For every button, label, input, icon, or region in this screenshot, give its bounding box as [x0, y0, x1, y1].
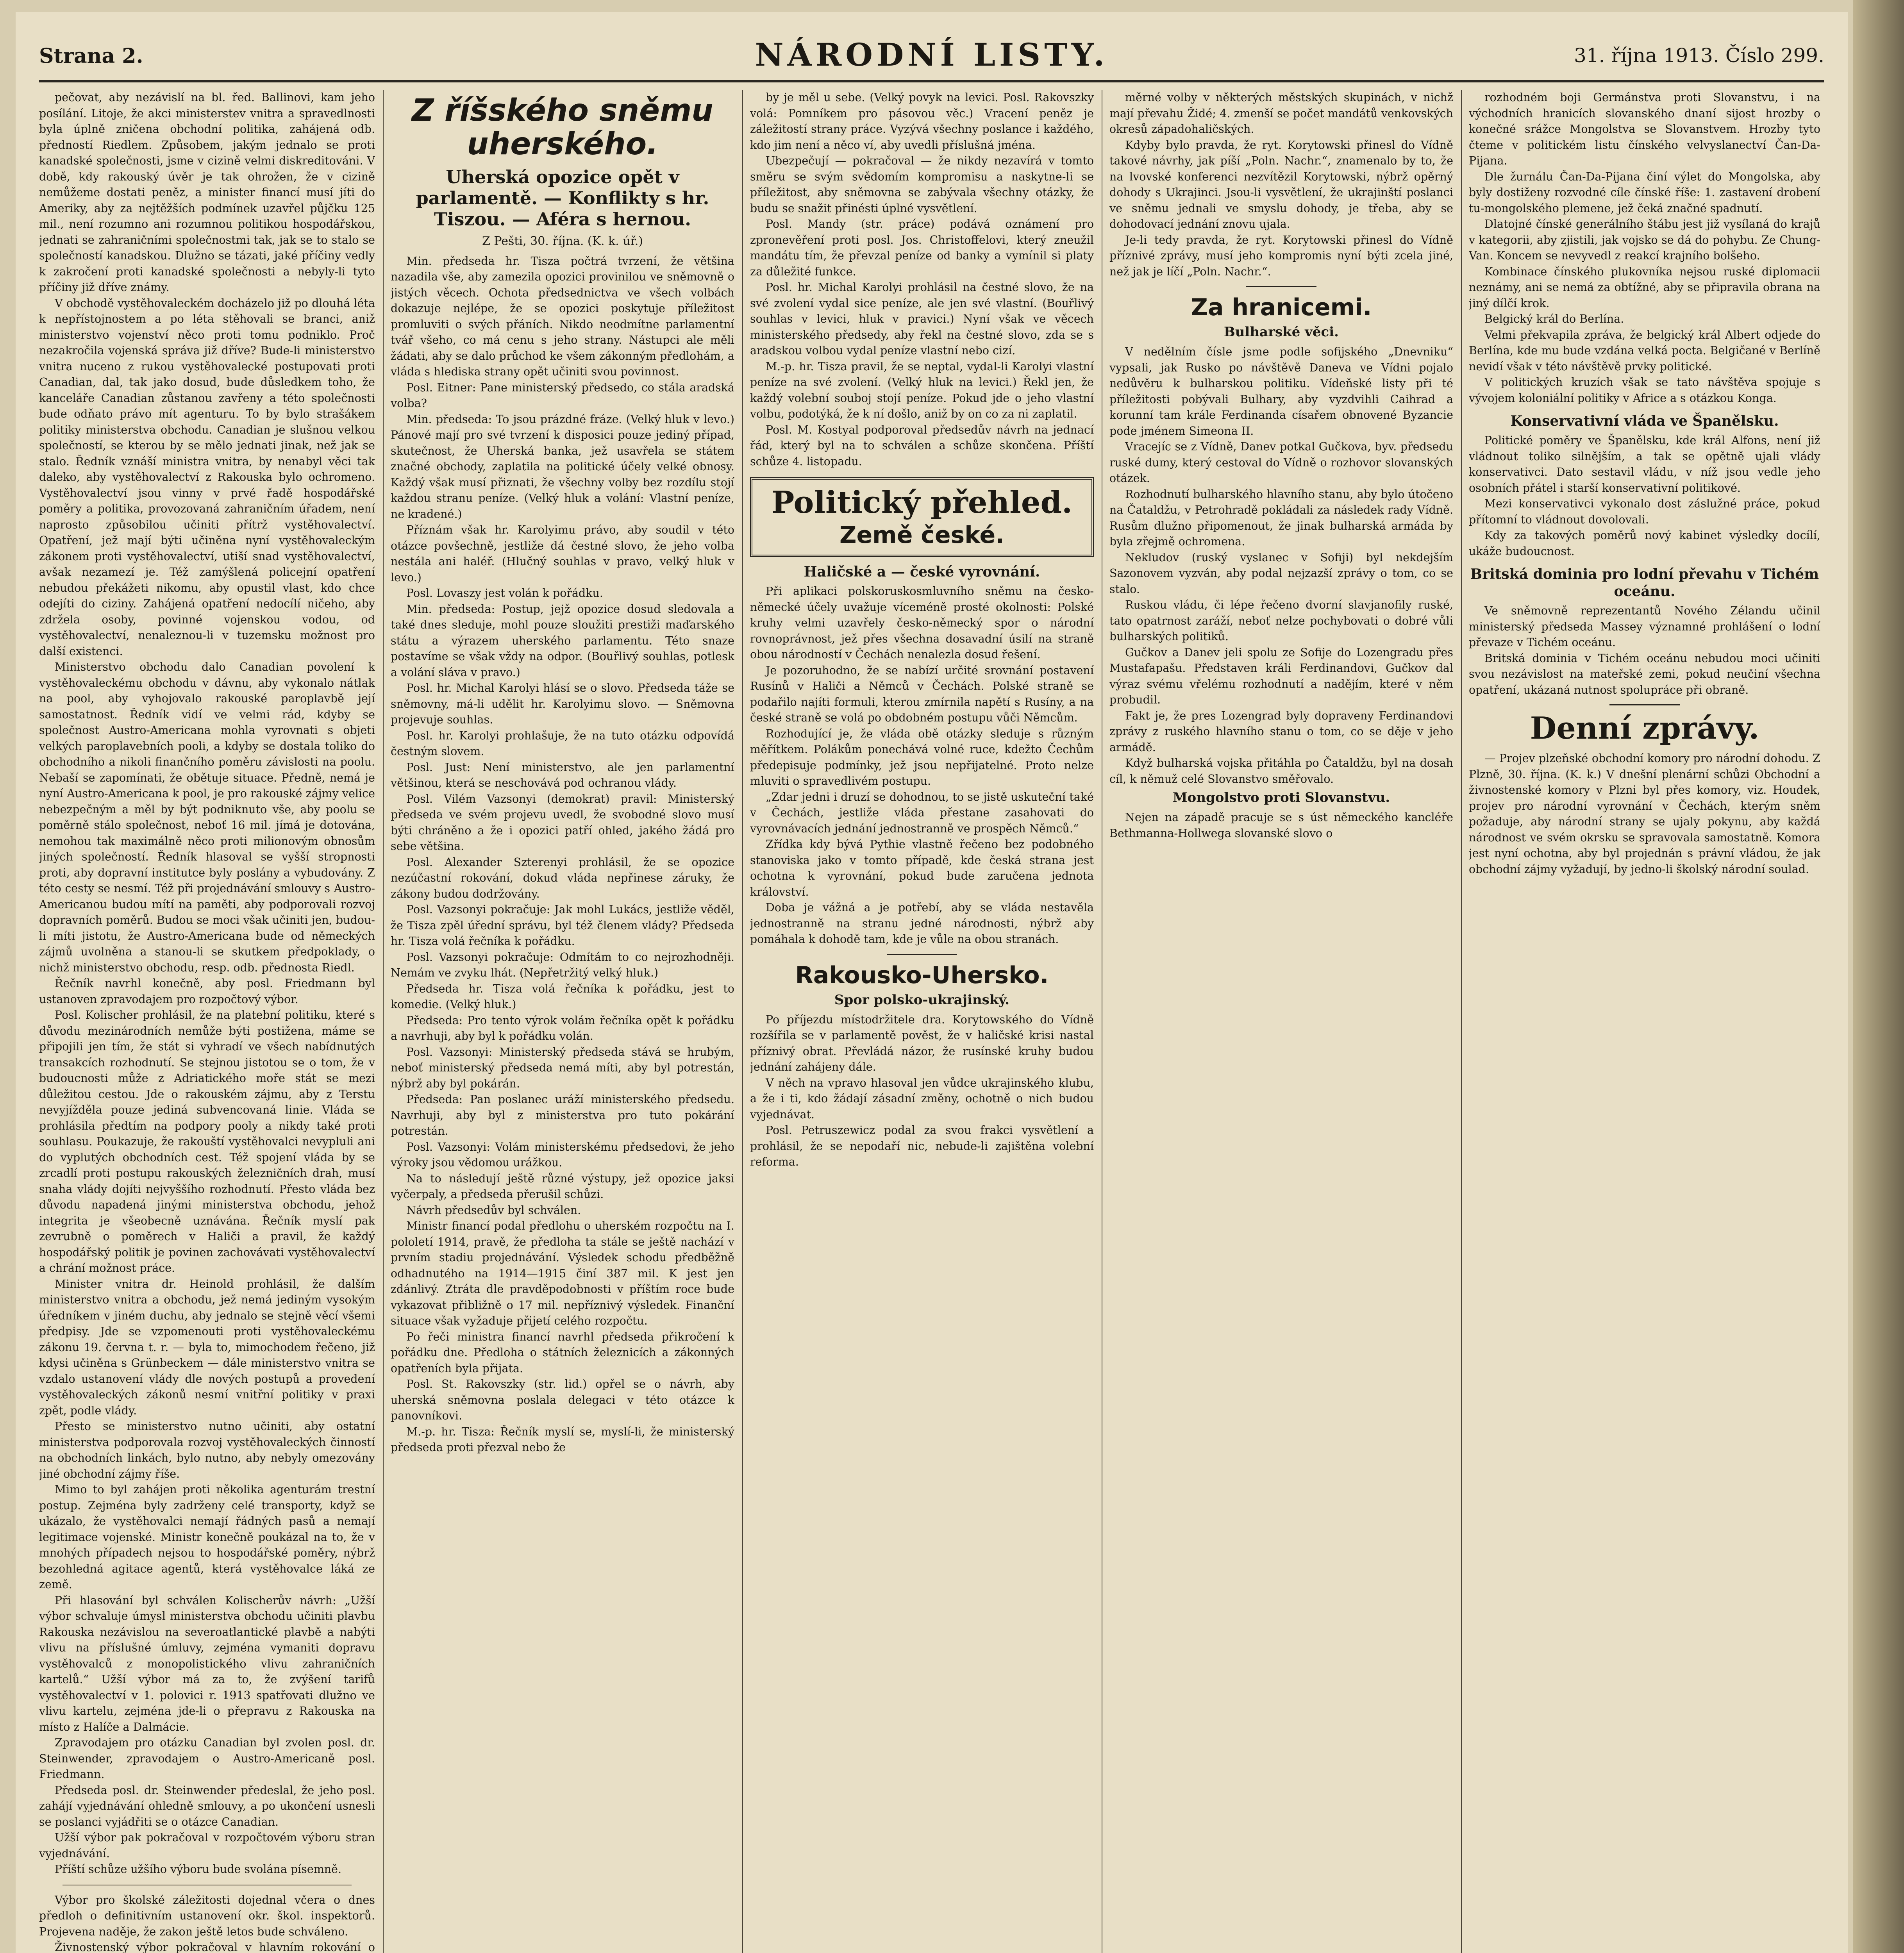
section-title: Politický přehled.: [771, 485, 1073, 520]
section-title: Mongolstvo proti Slovanstvu.: [1172, 790, 1390, 805]
article-paragraph: Výbor pro školské záležitosti dojednal včera o dnes předloh o definitivním ustanovení okr. škol. inspektorů. Projevena naděje, že zakon ještě letos bude schváleno.: [39, 1893, 375, 1938]
article-paragraph: Dlatojné čínské generálního štábu jest již vysílaná do krajů v kategorii, aby zjistili, jak vojsko se dá do pohybu. Ze Chung-Van. Koncem se nevyvedl z reakcí krajního bolšeho.: [1469, 218, 1820, 262]
article-paragraph: Příznám však hr. Karolyimu právo, aby soudil v této otázce povšechně, jestliže dá čestné slovo, že jeho volba nestála ani haléř. (Hlučný souhlas v pravo, velký hluk v levo.): [391, 523, 734, 584]
article-paragraph: měrné volby v některých městských skupinách, v nichž mají převahu Židé; 4. zmenší se počet mandátů venkovských okresů západohaličských.: [1109, 91, 1453, 136]
article-paragraph: Gučkov a Danev jeli spolu ze Sofije do Lozengradu přes Mustafapašu. Představen králi Ferdinandovi, Gučkov dal výraz svému vřelému rozhodnutí a nadějím, které v něm probudil.: [1109, 646, 1453, 706]
article-paragraph: Ministr financí podal předlohu o uherském rozpočtu na I. pololetí 1914, pravě, že předloha ta stále se ještě nachází v prvním stadiu projednávání. Výsledek schodu předběžně odhadnutého na 1914—1915 činí 387 mil. K jest jen zdánlivý. Ztráta dle pravděpodobnosti v příštím roce bude vykazovat přibližně o 17 mil. nepříznivý výsledek. Finanční situace však vyžaduje přijetí celého rozpočtu.: [391, 1219, 734, 1327]
col5-section3: [1469, 603, 1820, 698]
article-label: Haličské a — české vyrovnání.: [804, 564, 1040, 580]
article-paragraph: Předseda: Pan poslanec uráží ministerského předsedu. Navrhuji, aby byl z ministerstva pro tuto pokárání potrestán.: [391, 1093, 734, 1137]
article-paragraph: Posl. St. Rakovszky (str. lid.) opřel se o návrh, aby uherská sněmovna poslala delegaci v této otázce k panovníkovi.: [391, 1378, 734, 1422]
article-paragraph: Ubezpečují — pokračoval — že nikdy nezavírá v tomto směru se svým svědomím kompromisu a naskytne-li se příležitost, aby sněmovna se zabývala všechny otázky, že budu se snažit přinésti úplné vysvětlení.: [750, 154, 1094, 215]
column-1: [39, 90, 375, 1953]
column-3: [750, 90, 1094, 1953]
article-paragraph: Zřídka kdy bývá Pythie vlastně řečeno bez podobného stanoviska jako v tomto případě, kde česká strana jest ochotna k vyrovnání, pokud bude zaručena jednota království.: [750, 838, 1094, 898]
article-label: Bulharské věci.: [1223, 324, 1339, 340]
article-paragraph: Ministerstvo obchodu dalo Canadian povolení k vystěhovaleckému obchodu v dávnu, aby vykonalo nátlak na pool, aby vyhojovalo rakouské paroplavbě její samostatnost. Ředník vidí ve velmi rád, kdyby se společnost Austro-Americana mohla vyrovnati s objeti velkých paroplavebních pooli, a kdyby se dostala toliko do obchodního a nikoli finančního poměru závislosti na poolu. Nebaší se zapomínati, že obětuje situace. Předně, nemá je nyní Austro-Americana k pool, je pro rakouské zájmy velice nebezpečným a měl by být podniknuto vše, aby poolu se poměrně stálo společnost, neboť 16 mil. jímá je dotována, nemohou tak maximálně něco proti milionovým obnosům jiných společností. Ředník hlasoval se vyšší stropnosti proti, aby dopravní institutce byly poslány a vybudovány. Z této cesty se nesmí. Též při projednávání smlouvy s Austro-Americanou budou mítí na paměti, aby podporovali rozvoj dopravních poměrů. Budou se moci však učiniti jen, budou-li míti jistotu, že Austro-Americana bude od německých zájmů uvolněna a stanou-li se skutkem předpoklady, o nichž ministerstvo obchodu, resp. odb. přednosta Riedl.: [39, 661, 375, 974]
article-paragraph: Posl. hr. Karolyi prohlašuje, že na tuto otázku odpovídá čestným slovem.: [391, 729, 734, 758]
article-paragraph: Doba je vážná a je potřebí, aby se vláda nestavěla jednostranně na stranu jedné národnosti, nýbrž aby pomáhala k dohodě tam, kde je vůle na obou stranách.: [750, 901, 1094, 946]
article-paragraph: Nekludov (ruský vyslanec v Sofiji) byl nekdejším Sazonovem vyzván, aby podal nejzazší zprávy o tom, co se stalo.: [1109, 551, 1453, 596]
article-paragraph: V politických kruzích však se tato návštěva spojuje s vývojem koloniální politiky v Africe a s otázkou Konga.: [1469, 376, 1820, 405]
article-paragraph: rozhodném boji Germánstva proti Slovanstvu, i na východních hranicích slovanského dnaní sijost hrozby o konečné srážce Mongolstva se Slovanstvem. Hrozby tyto čteme v politickém listu čínského velvyslanectví Čan-Da-Pijana.: [1469, 91, 1820, 167]
article-paragraph: Předseda: Pro tento výrok volám řečníka opět k pořádku a navrhuji, aby byl k pořádku volán.: [391, 1014, 734, 1043]
article-paragraph: Belgický král do Berlína.: [1484, 312, 1624, 325]
article-paragraph: Ruskou vládu, či lépe řečeno dvorní slavjanofily ruské, tato opatrnost zaráží, neboť nelze pochybovati o dobré vůli bulharských politiků.: [1109, 598, 1453, 643]
article-paragraph: Mezi konservativci vykonalo dost záslužné práce, pokud přítomní to vládnout dovolovali.: [1469, 497, 1820, 526]
column-2: [391, 90, 734, 1953]
col4-body: [1109, 90, 1453, 280]
article-paragraph: Min. předseda: Postup, jejž opozice dosud sledovala a také dnes sleduje, mohl pouze sloužiti prestiži maďarského státu a výrazem uherského parlamentu. Této snaze postavíme se však vždy na odpor. (Bouřlivý souhlas, potlesk a volání sláva v pravo.): [391, 602, 734, 679]
col3-top: [750, 90, 1094, 470]
article-paragraph: Posl. hr. Michal Karolyi prohlásil na čestné slovo, že na své zvolení vydal sice peníze, ale jen své vlastní. (Bouřlivý souhlas v levici, hluk v pravici.) Nyní však ve věcech ministerského předsedy, aby řekl na čestné slovo, zda se s aradskou volbou vydal peníze vlastní nebo cizí.: [750, 281, 1094, 357]
article-paragraph: M.-p. hr. Tisza pravil, že se neptal, vydal-li Karolyi vlastní peníze na své zvolení. (Velký hluk na levici.) Řekl jen, že každý volební souboj stojí peníze. Pokud jde o jeho vlastní volbu, podotýká, že k ní došlo, aniž by on co za ni zaplatil.: [750, 360, 1094, 420]
col5-section4: [1469, 751, 1820, 877]
article-paragraph: pečovat, aby nezávislí na bl. řed. Ballinovi, kam jeho posílání. Litoje, že akci ministerstev vnitra a spravedlnosti byla úplně zničena obchodní politika, zahájená odb. předností Riedlem. Způsobem, jakým jednalo se proti kanadské společnosti, jsme v cizině velmi diskreditováni. V době, kdy rakouský úvěr je tak ohrožen, že v cizině nemůžeme dostati peněz, a minister financí musí jíti do Ameriky, aby za nejtěžších podmínek uzavřel půjčku 125 mil., není rozumno ani rozumnou politikou hospodářskou, jednati se zahraničními společnostmi tak, jak se to stalo se společností kanadskou. Dlužno se tázati, jaké příčiny vedly k zakročení proti kanadské společnosti a nebyly-li tyto příčiny již dříve známy.: [39, 91, 375, 294]
col4-section2: [1109, 344, 1453, 787]
article-paragraph: Vracejíc se z Vídně, Danev potkal Gučkova, byv. předsedu ruské dumy, který cestoval do Vídně o rozhovor slovanských otázek.: [1109, 440, 1453, 485]
col5-body: [1469, 90, 1820, 406]
masthead-title: NÁRODNÍ LISTY.: [755, 36, 1109, 73]
article-paragraph: Posl. M. Kostyal podporoval předsedův návrh na jednací řád, který byl na to schválen a schůze skončena. Příští schůze 4. listopadu.: [750, 423, 1094, 468]
article-paragraph: Na to následují ještě různé výstupy, jež opozice jaksi vyčerpaly, a předseda přerušil schůzi.: [391, 1172, 734, 1201]
section-title: Rakousko-Uhersko.: [795, 961, 1049, 989]
article-paragraph: Návrh předsedův byl schválen.: [406, 1203, 581, 1217]
article-paragraph: Kdy za takových poměrů nový kabinet výsledky docílí, ukáže budoucnost.: [1469, 529, 1820, 558]
article-paragraph: Při hlasování byl schválen Kolischerův návrh: „Užší výbor schvaluje úmysl ministerstva obchodu učiniti plavbu Rakouska nezávislou na severoatlantické plavbě a nabýti vlivu na příslušné úmluvy, zejména vymaniti dopravu vystěhovalců z monopolistického vlivu zahraničních kartelů.“ Užší výbor má za to, že zvýšení tarifů vystěhovalectví v 1. polovici r. 1913 spatřovati dlužno ve vlivu kartelu, zejména jde-li o přepravu z Rakouska na místo z Halíče a Dalmácie.: [39, 1594, 375, 1733]
section-divider: [1246, 286, 1316, 287]
article-paragraph: Kdyby bylo pravda, že ryt. Korytowski přinesl do Vídně takové návrhy, jak píší „Poln. Nachr.“, znamenalo by to, že na lvovské konferenci nezvítězil Korytowski, nýbrž opěrný dohody s Ukrajinci. Jsou-li vysvětlení, že ukrajinští poslanci ve sněmu jednali ve smyslu dohody, je třeba, aby se dohodovací jednání znovu ujala.: [1109, 138, 1453, 230]
article-paragraph: Rozhodnutí bulharského hlavního stanu, aby bylo útočeno na Čataldžu, v Petrohradě pokládali za následek rady Vídně. Rusům dlužno připomenout, že jinak bulharská armáda by byla zřejmě ochromena.: [1109, 487, 1453, 548]
article-paragraph: Předseda hr. Tisza volá řečníka k pořádku, jest to komedie. (Velký hluk.): [391, 982, 734, 1011]
article-paragraph: Politické poměry ve Španělsku, kde král Alfons, není již vládnout toliko silnějším, a tak se opětně ujali vlády konservativci. Dato sestavil vládu, v níž jsou vedle jeho osobních přátel i starší konservativní politikové.: [1469, 434, 1820, 494]
article-title: Z říšského sněmu uherského.: [412, 93, 713, 162]
column-4: [1109, 90, 1453, 1953]
article-paragraph: Zpravodajem pro otázku Canadian byl zvolen posl. dr. Steinwender, zpravodajem o Austro-Americaně posl. Friedmann.: [39, 1736, 375, 1781]
article-paragraph: Řečník navrhl konečně, aby posl. Friedmann byl ustanoven zpravodajem pro rozpočtový výbor.: [39, 977, 375, 1006]
article-paragraph: Předseda posl. dr. Steinwender předeslal, že jeho posl. zahájí vyjednávání ohledně smlouvy, a po ukončení usnesli se poslanci vyjádřiti se o otázce Canadian.: [39, 1783, 375, 1828]
article-paragraph: Minister vnitra dr. Heinold prohlásil, že dalším ministerstvo vnitra a obchodu, jež nemá jediným vysokým úředníkem v jiném duchu, aby jednalo se stejně věcí všemi předpisy. Jde se vzpomenouti proti vystěhovaleckému zákonu 19. června t. r. — byla to, mimochodem řečeno, již kdysi učiněna s Grünbeckem — dále ministerstvo vnitra se vzdalo ustanovení vlády dle nových postupů a provedení vystěhovaleckých zákonů nesmí vnitřní politiky v praxi zpět, podle vlády.: [39, 1277, 375, 1417]
article-paragraph: Živnostenský výbor pokračoval v hlavním rokování o: [55, 1941, 375, 1953]
article-paragraph: Posl. Mandy (str. práce) podává oznámení pro zpronevěření proti posl. Jos. Christoffelovi, který zneužil mandátu tím, že převzal peníze od banky a vymínil si platy za důležité funkce.: [750, 218, 1094, 278]
column-rule: [742, 90, 743, 1953]
page-edge: [1853, 0, 1904, 1953]
section-title: Za hranicemi.: [1191, 294, 1372, 321]
col4-section3: [1109, 810, 1453, 841]
article-paragraph: Ve sněmovně reprezentantů Nového Zélandu učinil ministerský předseda Massey významné prohlášení o lodní převaze v Tichém oceánu.: [1469, 604, 1820, 649]
section-box: [750, 477, 1094, 557]
article-paragraph: Posl. Petruszewicz podal za svou frakci vysvětlení a prohlásil, že se nepodaří nic, nebude-li zajištěna volební reforma.: [750, 1124, 1094, 1168]
article-paragraph: Je-li tedy pravda, že ryt. Korytowski přinesl do Vídně příznivé zprávy, musí jeho kompromis nyní býti zcela jiné, než jak je líčí „Poln. Nachr.“.: [1109, 233, 1453, 278]
article-paragraph: Min. předseda: To jsou prázdné fráze. (Velký hluk v levo.) Pánové mají pro své tvrzení k disposici pouze jediný případ, skutečnost, že Uherská banka, jež usavřela se státem značné obchody, zaplatila na politické účely velké obnosy. Každý však musí přiznati, že všechny volby bez rozdílu stojí každou stranu peníze. (Velký hluk a volání: Vlastní peníze, ne kradené.): [391, 412, 734, 521]
col1-section2: [39, 1892, 375, 1953]
section-title: Konservativní vláda ve Španělsku.: [1510, 413, 1779, 429]
column-5: [1469, 90, 1820, 1953]
article-paragraph: Užší výbor pak pokračoval v rozpočtovém výboru stran vyjednávání.: [39, 1831, 375, 1860]
section-divider: [887, 954, 957, 955]
article-paragraph: Posl. Vazsonyi pokračuje: Jak mohl Lukács, jestliže věděl, že Tisza zpěl úřední správu, byl též členem vlády? Předseda hr. Tisza volá řečníka k pořádku.: [391, 903, 734, 948]
article-label: Spor polsko-ukrajinský.: [834, 992, 1010, 1008]
article-paragraph: Po příjezdu místodržitele dra. Korytowského do Vídně rozšířila se v parlamentě pověst, že v haličské krisi nastal příznivý obrat. Převládá názor, že rusínské kruhy budou jednání zahájeny dále.: [750, 1013, 1094, 1073]
col2-body: [391, 253, 734, 1456]
article-paragraph: Po řeči ministra financí navrhl předseda přikročení k pořádku dne. Předloha o státních železnicích a zákonných opatřeních byla přijata.: [391, 1330, 734, 1375]
col3-body: [750, 584, 1094, 948]
article-paragraph: — Projev plzeňské obchodní komory pro národní dohodu. Z Plzně, 30. října. (K. k.) V dnešní plenární schůzi Obchodní a živnostenské komory v Plzni byl přes komory, viz. Houdek, projev pro národní vyrovnání v Čechách, kterým sněm požaduje, aby národní strany se ujaly pokynu, aby každá národnost ve svém okrsku se spravovala samostatně. Komora jest nyní ochotna, aby byl projednán s právní vládou, že jak obchodní zájmy vyžadují, by jedno-li školský národní soulad.: [1469, 752, 1820, 876]
column-rule: [383, 90, 384, 1953]
article-paragraph: Posl. Lovaszy jest volán k pořádku.: [406, 587, 603, 600]
column-rule: [1461, 90, 1462, 1953]
col3-section2: [750, 1012, 1094, 1170]
col5-section2: [1469, 433, 1820, 559]
article-paragraph: Posl. Vazsonyi: Volám ministerskému předsedovi, že jeho výroky jsou vědomou urážkou.: [391, 1140, 734, 1169]
newspaper-page: [16, 12, 1848, 1953]
article-paragraph: Velmi překvapila zpráva, že belgický král Albert odjede do Berlína, kde mu bude vzdána velká pocta. Belgičané v Berlíně nevidí však v této návštěvě prvky politické.: [1469, 328, 1820, 373]
article-paragraph: Posl. Just: Není ministerstvo, ale jen parlamentní většinou, která se neschovává pod ochranou vlády.: [391, 760, 734, 789]
article-paragraph: by je měl u sebe. (Velký povyk na levici. Posl. Rakovszky volá: Pomníkem pro pásovou věc.) Vracení peněz je záležitostí strany práce. Vyzývá všechny poslance i každého, kdo jim není a něco ví, aby uvedli příslušná jména.: [750, 91, 1094, 152]
dateline: Z Pešti, 30. října. (K. k. úř.): [482, 234, 643, 248]
article-paragraph: V něch na vpravo hlasoval jen vůdce ukrajinského klubu, a že i ti, kdo žádají zásadní změny, ochotně o nich budou vyjednávat.: [750, 1076, 1094, 1121]
article-paragraph: Posl. Alexander Szterenyi prohlásil, že se opozice nezúčastní rokování, dokud vláda nepřinese záruky, že zákony budou dodržovány.: [391, 855, 734, 900]
section-title: Denní zprávy.: [1530, 711, 1759, 746]
article-paragraph: Když bulharská vojska přitáhla po Čataldžu, byl na dosah cíl, k němuž celé Slovanstvo směřovalo.: [1109, 757, 1453, 785]
article-paragraph: Posl. Kolischer prohlásil, že na platební politiku, které s důvodu mezinárodních nemůže býti postižena, máme se připojili jen tím, že stát si vyhradí ve všech nabídnutých transakcích rozhodnutí. Se stejnou jistotou se o tom, že v budoucnosti může z Adriatického moře stát se mezi důležitou cestou. Jde o rakouském zájmu, aby z Terstu nevyjížděla pouze jediná subvencovaná linie. Vláda se prohlásila předtím na podpory pooly a nikdy také proti souhlasu. Poukazuje, že rakouští vystěhovalci nevypluli ani do vyplutých obchodních cest. Též spojení vláda by se zrcadlí proti postupu rakouských železničních drah, musí snaha vlády dojíti nejvyššího rozhodnutí. Přesto vláda bez důvodu napadená jinými ministerstva obchodu, jehož integrita je všeobecně uznávána. Řečník myslí pak zevrubně o poměrech v Haliči a pravil, že každý hospodářský politik je povinen zachovávati vystěhovalectví a chrání možnost práce.: [39, 1009, 375, 1275]
article-paragraph: Posl. Vazsonyi: Ministerský předseda stává se hrubým, neboť ministerský předseda nemá míti, aby byl potrestán, nýbrž aby byl pokárán.: [391, 1045, 734, 1090]
issue-date: 31. října 1913. Číslo 299.: [1574, 44, 1824, 67]
article-paragraph: „Zdar jedni i druzí se dohodnou, to se jistě uskuteční také v Čechách, jestliže vláda přestane zasahovati do vyrovnávacích jednání jednostranně ve prospěch Němců.“: [750, 790, 1094, 835]
article-subtitle: Uherská opozice opět v parlamentě. — Konflikty s hr. Tiszou. — Aféra s hernou.: [416, 166, 709, 230]
article-paragraph: Je pozoruhodno, že se nabízí určité srovnání postavení Rusínů v Haliči a Němců v Čechách. Polské straně se podařilo najíti formuli, kterou zmírnila napětí s Rusíny, a na české straně se volá po obdobném postupu vůči Němcům.: [750, 664, 1094, 724]
article-paragraph: Nejen na západě pracuje se s úst německého kancléře Bethmanna-Hollwega slovanské slovo o: [1109, 811, 1453, 840]
article-paragraph: V nedělním čísle jsme podle sofijského „Dnevniku“ vypsali, jak Rusko po návštěvě Daneva ve Vídni pojalo nedůvěru k bulharskou politiku. Vídeňské listy při té příležitosti pobývali Bulhary, aby vyzdvihli Caihrad a korunní tam krále Ferdinanda císařem obnovené Byzancie pode jménem Simeona II.: [1109, 345, 1453, 437]
article-paragraph: Kombinace čínského plukovníka nejsou ruské diplomacii neznámy, ani se nemá za obtížné, aby se připravila obrana na jiný dílčí krok.: [1469, 265, 1820, 310]
article-paragraph: Posl. Vazsonyi pokračuje: Odmítám to co nejrozhodněji. Nemám ve zvyku lhát. (Nepřetržitý velký hluk.): [391, 950, 734, 979]
article-paragraph: M.-p. hr. Tisza: Řečník myslí se, myslí-li, že ministerský předseda proti přezval nebo že: [391, 1425, 734, 1454]
col1-body: [39, 90, 375, 1878]
article-paragraph: Příští schůze užšího výboru bude svolána písemně.: [55, 1863, 342, 1876]
article-paragraph: Fakt je, že pres Lozengrad byly dopraveny Ferdinandovi zprávy z ruského hlavního stanu o tom, co se děje v jeho armádě.: [1109, 709, 1453, 754]
article-paragraph: Posl. hr. Michal Karolyi hlásí se o slovo. Předseda táže se sněmovny, má-li udělit hr. Karolyimu slovo. — Sněmovna projevuje souhlas.: [391, 682, 734, 726]
article-paragraph: Min. předseda hr. Tisza počtrá tvrzení, že většina nazadila vše, aby zamezila opozici provinilou ve sněmovně o jistých věcech. Ochota předsednictva ve všech volbách dokazuje nejlépe, že se opozici poskytuje příležitost promluviti o svých přáních. Nikdo neodmítne parlamentní tvář všeho, co má cenu s jeho strany. Nástupci ale měli žádati, aby se dalo průchod ke všem zákonným předlohám, a vláda s hlediska strany opět učiniti svou povinnost.: [391, 254, 734, 378]
article-paragraph: V obchodě vystěhovaleckém docházelo již po dlouhá léta k nepřístojnostem a po léta stěhovali se branci, aniž ministerstvo vojenství něco proti tomu podniklo. Proč nezakročila vojenská správa již dříve? Bude-li ministerstvo vnitra nuceno z rukou vystěhovalecké postupovati proti Canadian, dal, tak jako dosud, bude důsledkem toho, že kanceláře Canadian zůstanou zavřeny a této společnosti bude odňato právo mít agenturu. To by bylo strašákem politiky ministerstva obchodu. Canadian je slušnou velkou společností, se kterou by se mělo jednati jinak, než jak se stalo. Ředník vznáší ministra vnitra, by nenabyl věci tak daleko, aby vystěhovalectví z Rakouska bylo ochromeno. Vystěhovalectví jsou vinny v prvé řadě hospodářské poměry a politika, provozovaná zahraničním úřadem, není naprosto způsobilou učiniti přítrž vystěhovalectví. Opatření, jež mají býti učiněna nyní vystěhovaleckým zákonem proti vystěhovalectví, utiší snad vystěhovalectví, avšak nezamezí je. Též zamýšlená policejní opatření nebudou překážeti nikomu, aby opustil vlast, kdo chce odejíti do ciziny. Zahájená opatření nedocílí ničeho, aby zdržela osoby, povinné vojenskou vodou, od vystěhovalectví, nenaleznou-li v tuzemsku možnost pro další existenci.: [39, 296, 375, 658]
article-paragraph: Posl. Eitner: Pane ministerský předsedo, co stála aradská volba?: [391, 381, 734, 410]
article-paragraph: Dle žurnálu Čan-Da-Pijana činí výlet do Mongolska, aby byly dostiženy rozvodné cíle čínské říše: 1. zastavení drobení tu-mongolského plemene, jež čeká značné spadnutí.: [1469, 170, 1820, 215]
article-paragraph: Posl. Vilém Vazsonyi (demokrat) pravil: Ministerský předseda ve svém projevu uvedl, že svobodné slovo musí býti chráněno a že i opozici patří ohled, jakého žádá pro sebe většina.: [391, 792, 734, 853]
section-subtitle: Země české.: [839, 521, 1005, 549]
page-number: Strana 2.: [39, 44, 143, 68]
article-paragraph: Při aplikaci polskoruskosmluvního sněmu na česko-německé účely uvažuje víceméně prosté okolnosti: Polské kruhy velmi uzavřely česko-německý spor o národní rovnoprávnost, jež přes všechna dosavadní úsilí na straně obou národností v Čechách nenalezla dosud řešení.: [750, 585, 1094, 661]
page-header: [39, 33, 1824, 82]
article-paragraph: Rozhodující je, že vláda obě otázky sleduje s různým měřítkem. Polákům ponechává volné ruce, kdežto Čechům předepisuje podmínky, jež jsou nepřijatelné. Proto nelze mluviti o spravedlivém postupu.: [750, 727, 1094, 787]
article-paragraph: Přesto se ministerstvo nutno učiniti, aby ostatní ministerstva podporovala rozvoj vystěhovaleckých činností na obchodních linkách, bylo nutno, aby nebyly omezovány jiné obchodní zájmy říše.: [39, 1420, 375, 1480]
article-paragraph: Mimo to byl zahájen proti několika agenturám trestní postup. Zejména byly zadrženy celé transporty, když se ukázalo, že vystěhovalci nemají řádných pasů a nemají legitimace vojenské. Ministr konečně poukázal na to, že v mnohých případech nejsou to hospodářské poměry, nýbrž bezohledná agitace agentů, která vystěhovalce láká ze země.: [39, 1483, 375, 1591]
section-title: Britská dominia pro lodní převahu v Tichém oceánu.: [1470, 566, 1819, 600]
article-paragraph: Britská dominia v Tichém oceánu nebudou moci učiniti svou nezávislost na mateřské zemi, pokud neučiní všechna opatření, ukázaná nutnost spolupráce při obraně.: [1469, 652, 1820, 696]
section-divider: [1609, 704, 1680, 705]
